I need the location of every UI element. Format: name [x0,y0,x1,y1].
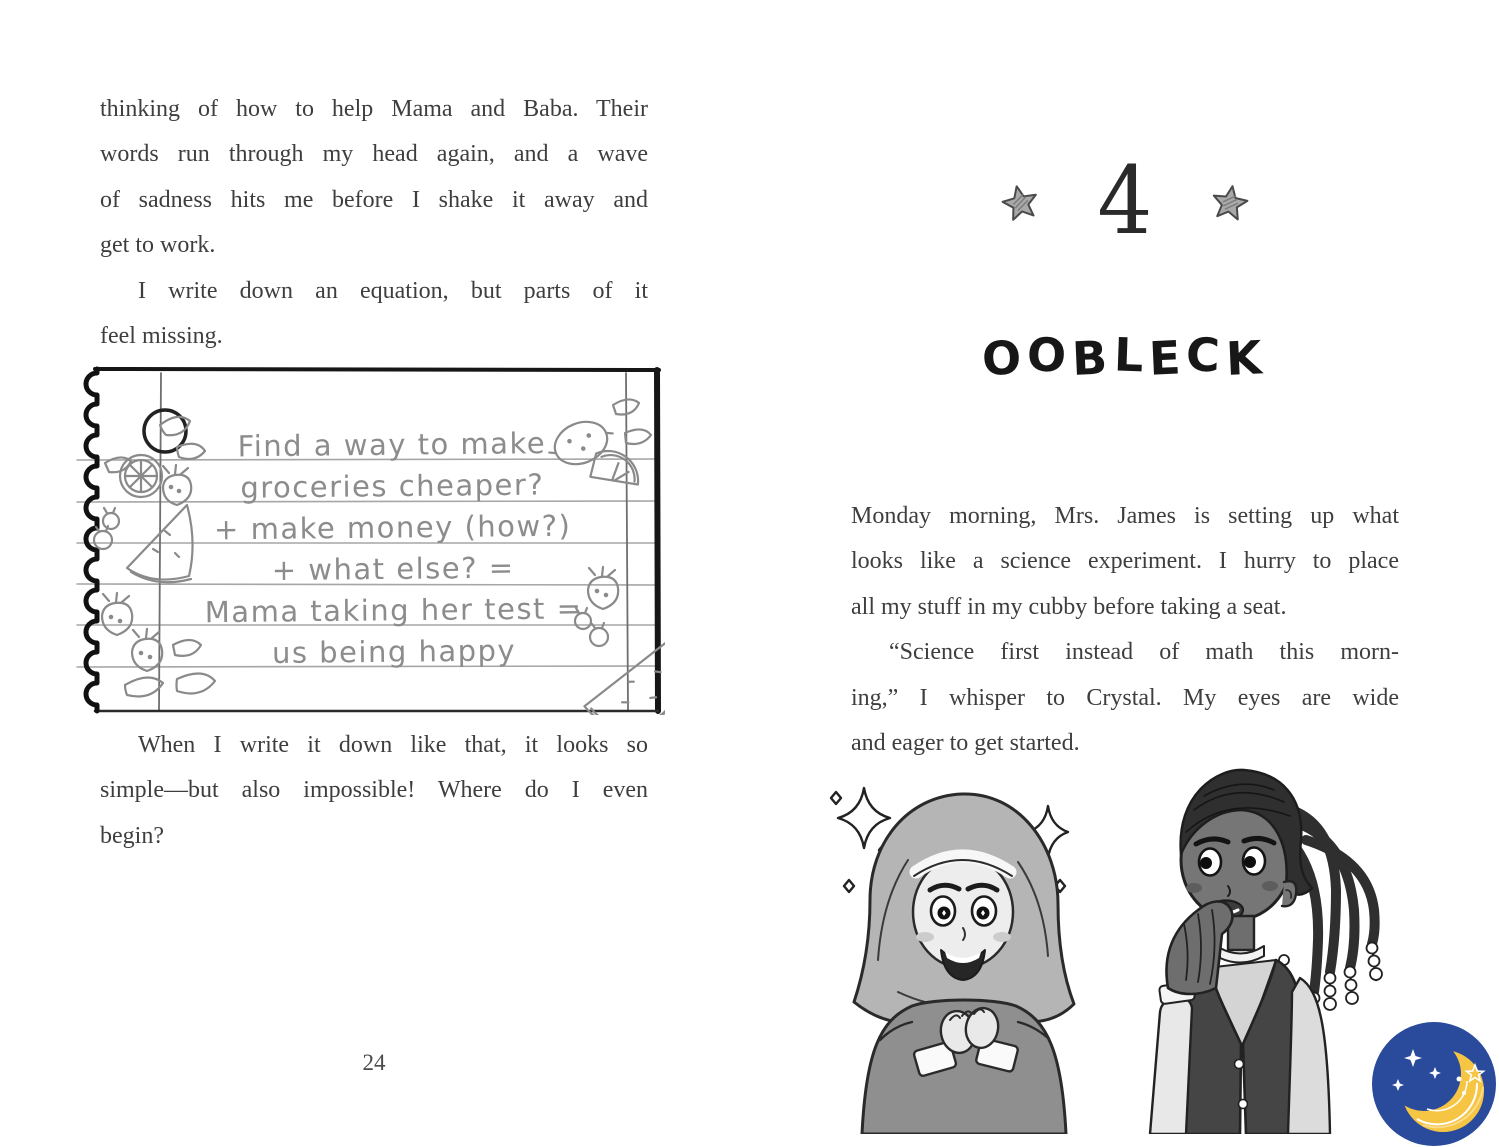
paragraph [100,87,648,269]
blush [1262,881,1278,891]
text-line: feel missing. [100,322,223,349]
title-letter: L [1112,327,1150,383]
handwriting-note [203,426,583,671]
vest-button [1235,1060,1244,1069]
blush [993,932,1011,942]
arm-sleeve [1150,997,1192,1134]
vest-button [1239,1100,1248,1109]
handwriting-line: + what else? = [271,550,515,588]
paragraph [100,269,648,360]
title-letter: B [1071,330,1115,386]
braids-girl [1150,770,1382,1134]
text-line: looks like a science experiment. I hurry to place [851,548,1399,575]
notebook-right-border [657,370,658,711]
handwriting-line: us being happy [271,633,517,670]
handwriting-line: + make money (how?) [213,508,572,547]
two-girls-illustration [812,740,1430,1134]
handwriting-line: Mama taking her test = [204,591,583,630]
paragraph [851,494,1399,630]
text-line: I write down an equation, but parts of it [138,277,648,304]
text-line: ing,” I whisper to Crystal. My eyes are wide [851,684,1399,711]
star-doodle-icon [1001,183,1039,221]
strawberry-doodle [588,567,618,609]
text-line: When I write it down like that, it looks so [138,732,648,758]
text-line: simple—but also impossible! Where do I even [100,777,648,804]
text-line: get to work. [100,232,216,259]
blush [1186,883,1202,893]
leaves-doodle [613,399,651,444]
crescent-moon-logo-icon [1371,1021,1497,1147]
handwriting-line: groceries cheaper? [240,467,545,505]
blush [916,932,934,942]
hijab-girl [831,788,1074,1134]
text-line: all my stuff in my cubby before taking a seat. [851,593,1287,620]
ear [1282,881,1296,906]
title-letter: O [981,330,1029,386]
notebook-top-border [95,369,659,370]
title-letter: O [1026,327,1074,383]
title-letter: E [1147,330,1188,386]
text-line: and eager to get started. [851,729,1080,756]
lemon-doodle [543,412,619,474]
face [913,856,1013,968]
leaves-doodle [125,640,215,697]
strawberry-doodle [102,593,132,635]
left-page-text-top [100,87,648,359]
citrus-slice-doodle [120,455,162,497]
text-line: begin? [100,822,164,849]
spiral-edge [86,369,97,711]
text-line: Monday morning, Mrs. James is setting up what [851,503,1399,529]
text-line: of sadness hits me before I shake it away and [100,186,648,213]
left-page-text-bottom [100,723,648,859]
chapter-header [851,146,1399,258]
watermelon-half-doodle [584,640,665,715]
star-doodle-icon [1211,183,1249,221]
page-number: 24 [362,1050,386,1075]
orange-wedge-doodle [590,447,644,488]
text-line: words run through my head again, and a wave [100,141,648,168]
handwriting-line: Find a way to make [237,426,547,464]
paragraph [100,723,648,859]
strawberry-doodle [132,629,162,671]
notebook-illustration [65,363,665,715]
chapter-number: 4 [1097,147,1153,256]
title-letter: K [1224,330,1269,386]
right-page-text [851,494,1399,766]
text-line: “Science first instead of math this morn- [889,639,1399,666]
title-letter: C [1185,327,1228,383]
strawberry-doodle [163,465,191,505]
chapter-title [851,327,1399,386]
leaves-doodle [105,417,205,472]
text-line: thinking of how to help Mama and Baba. Their [100,96,648,122]
